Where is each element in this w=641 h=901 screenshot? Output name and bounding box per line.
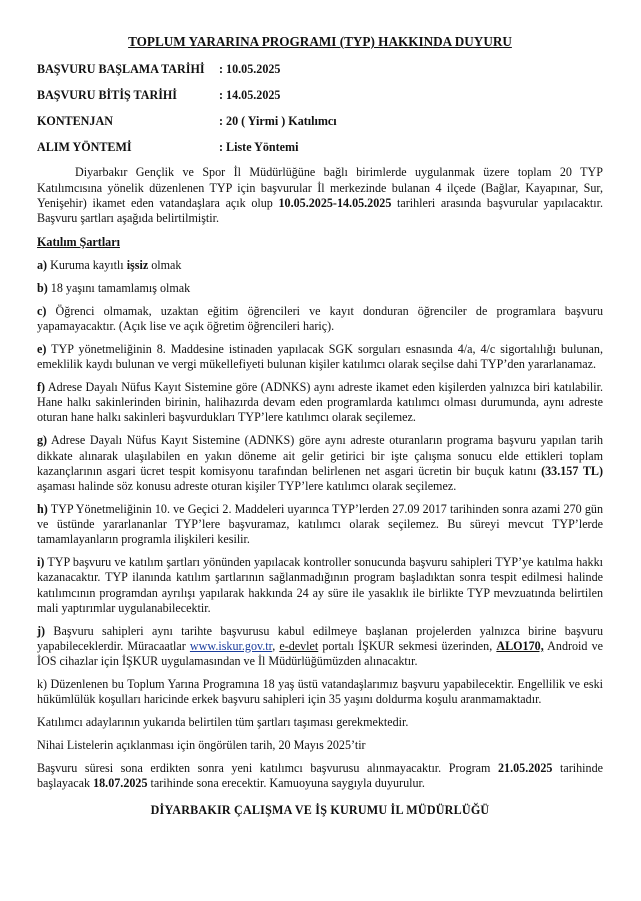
item-text: Başvuru sahipleri aynı tarihte başvurusu kabul edilmeye başlanan projelerden yalnızca birine başvuru yapabileceklerdir. Müracaatlar <box>37 623 603 653</box>
item-text: Düzenlenen bu Toplum Yarına Programına 18 yaş üstü vatandaşlarımız başvuru yapabilecektir. Engellilik ve eski hükümlülük koşulları haricinde erkek başvuru sahipleri için 35 yaşını doldurma koşulu aranmamaktadır. <box>37 676 603 707</box>
page-title: TOPLUM YARARINA PROGRAMI (TYP) HAKKINDA DUYURU <box>128 34 512 49</box>
info-end-date <box>37 88 603 103</box>
condition-b <box>37 281 603 296</box>
item-label: c) <box>37 303 47 318</box>
footer-signature: DİYARBAKIR ÇALIŞMA VE İŞ KURUMU İL MÜDÜRLÜĞÜ <box>150 803 490 818</box>
item-label: h) <box>37 501 48 516</box>
final-text: tarihinde başlayacak <box>37 760 603 791</box>
info-start-date <box>37 62 603 77</box>
info-value: : 14.05.2025 <box>219 88 281 102</box>
info-value: : Liste Yöntemi <box>219 139 299 154</box>
intro-text-end: tarihleri arasında başvurular yapılacaktır. Başvuru şartları aşağıda belirtilmiştir. <box>37 195 603 225</box>
item-label: e) <box>37 341 47 356</box>
condition-i <box>37 555 603 616</box>
conditions-note: Katılımcı adaylarının yukarıda belirtilen tüm şartları taşıması gerekmektedir. <box>37 715 409 730</box>
final-paragraph <box>37 761 603 791</box>
info-label: BAŞVURU BİTİŞ TARİHİ <box>37 88 178 102</box>
info-method <box>37 140 603 155</box>
info-label: BAŞVURU BAŞLAMA TARİHİ <box>37 62 205 77</box>
item-text: TYP yönetmeliğinin 8. Maddesine istinaden yapılacak SGK sorguları esnasında 4/a, 4/c sigortalılığı bulunan, emeklilik kaydı bulunan ve vergi mükellefiyeti bulunan kişiler katılımcı olarak seçilse dahi TYP’den yararlanamaz. <box>37 341 603 372</box>
condition-c <box>37 304 603 334</box>
item-label: i) <box>37 555 45 570</box>
info-value: : 10.05.2025 <box>219 62 281 77</box>
item-label: b) <box>37 280 48 295</box>
item-text: , <box>272 638 280 653</box>
iskur-link[interactable]: www.iskur.gov.tr <box>189 638 273 653</box>
condition-e <box>37 342 603 372</box>
condition-k <box>37 677 603 707</box>
info-value: : 20 ( Yirmi ) Katılımcı <box>219 113 337 128</box>
info-quota <box>37 114 603 129</box>
condition-h <box>37 502 603 548</box>
condition-j <box>37 624 603 670</box>
item-label: f) <box>37 380 46 395</box>
intro-dates: 10.05.2025-14.05.2025 <box>278 195 392 210</box>
info-label: KONTENJAN <box>37 113 113 128</box>
section-heading: Katılım Şartları <box>37 235 120 250</box>
alo170-hotline: ALO170, <box>496 638 544 653</box>
item-text: Android ve İOS cihazlar için İŞKUR uygulamasından ve İl Müdürlüğümüzden alınacaktır. <box>37 638 603 669</box>
edevlet-link[interactable]: e-devlet <box>279 638 319 653</box>
info-label: ALIM YÖNTEMİ <box>37 139 132 154</box>
item-bold: işsiz <box>126 258 149 273</box>
item-text: Adrese Dayalı Nüfus Kayıt Sistemine göre (ADNKS) aynı adreste ikamet eden kişilerden yalnızca biri katılabilir. Hane halkı sakinlerinden birinin, halihazırda devam eden programlarda katılımcı olması durumunda, aynı adreste oturan hane halkı sakinleri başvurdukları TYP’lere katılımcı olarak seçilemez. <box>37 380 603 425</box>
condition-g <box>37 433 603 494</box>
start-date: 21.05.2025 <box>498 760 553 775</box>
item-text: Öğrenci olmamak, uzaktan eğitim öğrencileri ve kayıt donduran öğrenciler de programlara başvuru yapamayacaktır. (Açık lise ve açık öğretim öğrencileri hariç). <box>37 303 603 334</box>
intro-paragraph <box>37 165 603 226</box>
condition-f <box>37 380 603 426</box>
intro-text: Diyarbakır Gençlik ve Spor İl Müdürlüğüne bağlı birimlerde uygulanmak üzere toplam 20 TYP Katılımcısına yönelik düzenlenen TYP için başvurular İl merkezinde bulanan 4 ilçede (Bağlar, Kayapınar, Sur, Yenişehir) ikamet eden vatandaşlara açık olup <box>37 165 603 210</box>
item-text: TYP başvuru ve katılım şartları yönünden yapılacak kontroller sonucunda başvuru sahipleri TYP’ye katılma hakkı kazanacaktır. TYP ilanında katılım şartlarının sağlanmadığının program başladıktan sonra tespit edilmesi halinde katılımcının programdan ayrılışı yapılarak hakkında 24 ay süre ile yasaklık ile birlikte TYP mevzuatında belirtilen mali yaptırımlar uygulanabilecektir. <box>37 555 603 615</box>
item-text: TYP Yönetmeliğinin 10. ve Geçici 2. Maddeleri uyarınca TYP’lerden 27.09 2017 tarihinden sonra azami 270 gün ve üstünde yararlananlar TYP’lere başvuramaz, katılımcı olarak seçilemez. Bu süreyi mevcut TYP’lerde tamamlayanların programla ilişkileri kesilir. <box>37 501 603 547</box>
item-label: j) <box>37 623 46 638</box>
condition-a <box>37 258 603 273</box>
end-date: 18.07.2025 <box>93 776 148 791</box>
item-bold: (33.157 TL) <box>541 463 603 478</box>
item-text: aşaması halinde söz konusu adreste oturan kişiler TYP’lere katılımcı olarak seçilemez. <box>37 478 457 493</box>
item-text: portalı İŞKUR sekmesi üzerinden, <box>318 638 497 653</box>
item-text: Kuruma kayıtlı <box>47 258 127 273</box>
item-text: 18 yaşını tamamlamış olmak <box>47 280 191 295</box>
final-text: Başvuru süresi sona erdikten sonra yeni katılımcı başvurusu alınmayacaktır. Program <box>37 760 498 775</box>
item-label: g) <box>37 433 48 448</box>
item-text: olmak <box>148 258 182 273</box>
item-text: Adrese Dayalı Nüfus Kayıt Sistemine (ADNKS) göre aynı adreste oturanların programa başvuru yapılan tarih dikkate alınarak ulaşılabilen en yakın döneme ait gelir getirici bir işte çalışma sonucu elde ettikleri toplam kazançlarının asgari ücret tespit komisyonu tarafından belirlenen net asgari ücretin bir buçuk katını <box>37 433 603 478</box>
item-label: a) <box>37 258 48 273</box>
final-text: tarihinde sona erecektir. Kamuoyuna saygıyla duyurulur. <box>147 776 425 791</box>
item-label: k) <box>37 676 48 691</box>
lists-note: Nihai Listelerin açıklanması için öngörülen tarih, 20 Mayıs 2025’tir <box>37 737 366 752</box>
